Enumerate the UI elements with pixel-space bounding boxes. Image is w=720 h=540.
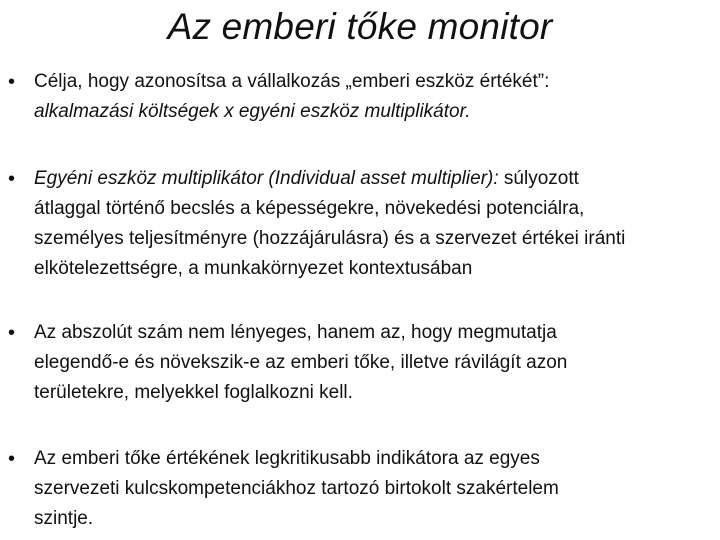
bullet-line: Az abszolút szám nem lényeges, hanem az, hogy megmutatja — [34, 322, 557, 343]
bullet-term: Egyéni eszköz multiplikátor (Individual asset multiplier): — [34, 168, 499, 189]
bullet-line: személyes teljesítményre (hozzájárulásra) és a szervezet értékei iránti — [34, 228, 626, 249]
bullet-line: elkötelezettségre, a munkakörnyezet kontextusában — [34, 258, 473, 279]
bullet-line: területekre, melyekkel foglalkozni kell. — [34, 382, 353, 403]
bullet-line: szintje. — [34, 508, 94, 529]
bullet-marker: • — [8, 322, 16, 344]
bullet-text — [34, 164, 716, 284]
bullet-line: szervezeti kulcskompetenciákhoz tartozó birtokolt szakértelem — [34, 478, 559, 499]
bullet-marker: • — [8, 71, 16, 93]
bullet-line-rest: súlyozott — [498, 168, 579, 189]
bullet-text — [34, 67, 716, 127]
bullet-text — [34, 318, 716, 408]
bullet-line: elegendő-e és növekszik-e az emberi tőke, illetve rávilágít azon — [34, 352, 568, 373]
bullet-line — [34, 164, 716, 194]
bullet-line: alkalmazási költségek x egyéni eszköz multiplikátor. — [34, 101, 471, 122]
bullet-line: Célja, hogy azonosítsa a vállalkozás „emberi eszköz értékét”: — [34, 71, 550, 92]
slide-title: Az emberi tőke monitor — [167, 6, 553, 47]
bullet-line: átlaggal történő becslés a képességekre, növekedési potenciálra, — [34, 198, 585, 219]
bullet-line: Az emberi tőke értékének legkritikusabb indikátora az egyes — [34, 448, 540, 469]
bullet-marker: • — [8, 448, 16, 470]
bullet-marker: • — [8, 168, 16, 190]
bullet-text — [34, 444, 716, 534]
